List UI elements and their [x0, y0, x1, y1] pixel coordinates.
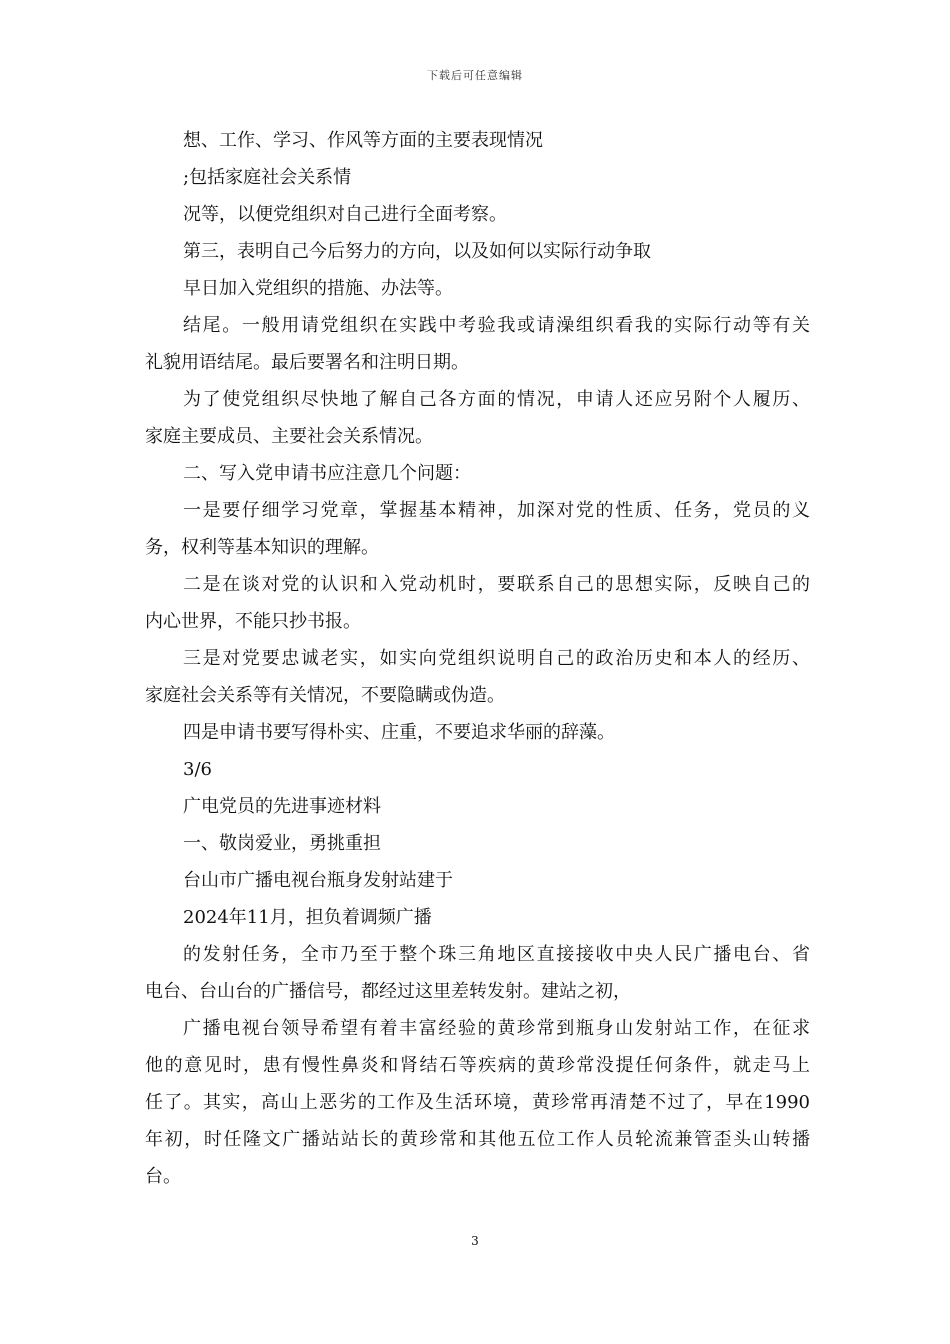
- text-line: 务，权利等基本知识的理解。: [145, 537, 379, 558]
- body-text: [145, 122, 810, 1195]
- text-line: 台。: [145, 1166, 181, 1187]
- text-line: 礼貌用语结尾。最后要署名和注明日期。: [145, 352, 469, 373]
- section-heading: 二、写入党申请书应注意几个问题：: [183, 463, 471, 484]
- text-line: 他的意见时，患有慢性鼻炎和肾结石等疾病的黄珍常没提任何条件，就走马上: [145, 1055, 810, 1076]
- text-line: 结尾。一般用请党组织在实践中考验我或请澡组织看我的实际行动等有关: [183, 315, 810, 336]
- text-line: 为了使党组织尽快地了解自己各方面的情况，申请人还应另附个人履历、: [183, 389, 810, 410]
- text-line: 况等，以便党组织对自己进行全面考察。: [183, 204, 507, 225]
- article-title: 广电党员的先进事迹材料: [183, 796, 381, 817]
- text-line: 台山市广播电视台瓶身发射站建于: [183, 870, 453, 891]
- page-header: 下载后可任意编辑: [427, 69, 523, 82]
- text-line: 第三，表明自己今后努力的方向，以及如何以实际行动争取: [183, 241, 651, 262]
- text-line: 2024年11月，担负着调频广播: [183, 907, 432, 928]
- text-line: 电台、台山台的广播信号，都经过这里差转发射。建站之初，: [145, 981, 631, 1002]
- text-line: ;包括家庭社会关系情: [183, 167, 352, 188]
- text-line: 一是要仔细学习党章，掌握基本精神，加深对党的性质、任务，党员的义: [183, 500, 810, 521]
- text-line: 家庭主要成员、主要社会关系情况。: [145, 426, 433, 447]
- text-line: 任了。其实，高山上恶劣的工作及生活环境，黄珍常再清楚不过了，早在1990: [145, 1092, 810, 1113]
- page-marker: 3/6: [183, 759, 212, 780]
- text-line: 早日加入党组织的措施、办法等。: [183, 278, 453, 299]
- text-line: 的发射任务，全市乃至于整个珠三角地区直接接收中央人民广播电台、省: [183, 944, 810, 965]
- text-line: 想、工作、学习、作风等方面的主要表现情况: [183, 130, 543, 151]
- page-number: 3: [471, 1234, 479, 1248]
- text-line: 年初，时任隆文广播站站长的黄珍常和其他五位工作人员轮流兼管歪头山转播: [145, 1129, 810, 1150]
- section-heading: 一、敬岗爱业，勇挑重担: [183, 833, 381, 854]
- text-line: 内心世界，不能只抄书报。: [145, 611, 361, 632]
- text-line: 四是申请书要写得朴实、庄重，不要追求华丽的辞藻。: [183, 722, 615, 743]
- text-line: 二是在谈对党的认识和入党动机时，要联系自己的思想实际，反映自己的: [183, 574, 810, 595]
- text-line: 三是对党要忠诚老实，如实向党组织说明自己的政治历史和本人的经历、: [183, 648, 810, 669]
- text-line: 广播电视台领导希望有着丰富经验的黄珍常到瓶身山发射站工作，在征求: [183, 1018, 810, 1039]
- text-line: 家庭社会关系等有关情况，不要隐瞒或伪造。: [145, 685, 505, 706]
